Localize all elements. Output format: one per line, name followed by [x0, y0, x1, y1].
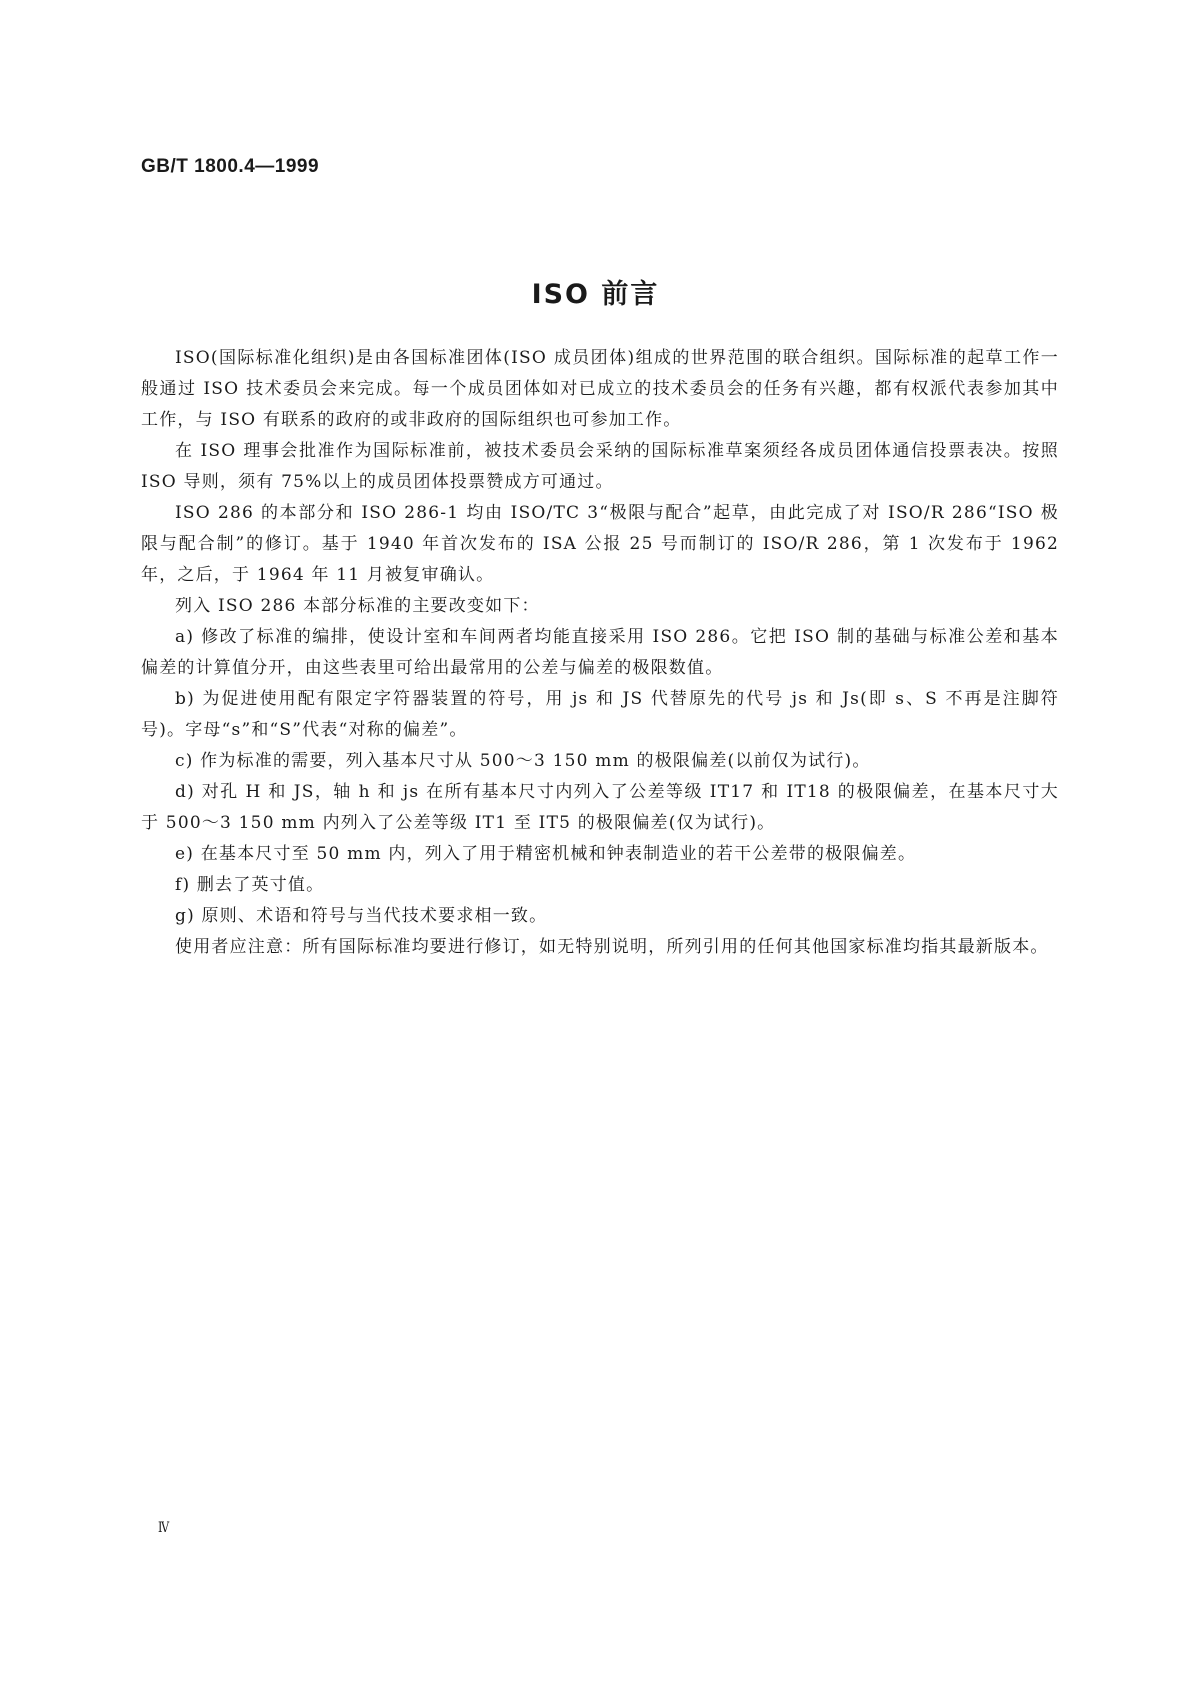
list-item-a: a) 修改了标准的编排，使设计室和车间两者均能直接采用 ISO 286。它把 ISO 制的基础与标准公差和基本偏差的计算值分开，由这些表里可给出最常用的公差与偏差的极限数值。	[141, 627, 1059, 678]
paragraph-changes-intro: 列入 ISO 286 本部分标准的主要改变如下：	[175, 596, 540, 616]
paragraph-iso-intro: ISO(国际标准化组织)是由各国标准团体(ISO 成员团体)组成的世界范围的联合组织。国际标准的起草工作一般通过 ISO 技术委员会来完成。每一个成员团体如对已成立的技术委员会的任务有兴趣，都有权派代表参加其中工作，与 ISO 有联系的政府的或非政府的国际组织也可参加工作。	[141, 348, 1059, 430]
paragraph-user-note: 使用者应注意：所有国际标准均要进行修订，如无特别说明，所列引用的任何其他国家标准均指其最新版本。	[175, 937, 1049, 957]
paragraph-approval: 在 ISO 理事会批准作为国际标准前，被技术委员会采纳的国际标准草案须经各成员团体通信投票表决。按照 ISO 导则，须有 75%以上的成员团体投票赞成方可通过。	[141, 441, 1059, 492]
paragraph-history: ISO 286 的本部分和 ISO 286-1 均由 ISO/TC 3“极限与配合”起草，由此完成了对 ISO/R 286“ISO 极限与配合制”的修订。基于 1940 年首次发布的 ISA 公报 25 号而制订的 ISO/R 286，第 1 次发布于 1962 年，之后，于 1964 年 11 月被复审确认。	[141, 503, 1059, 585]
standard-code: GB/T 1800.4—1999	[141, 156, 320, 177]
list-item-e: e) 在基本尺寸至 50 mm 内，列入了用于精密机械和钟表制造业的若干公差带的极限偏差。	[175, 844, 917, 864]
list-item-f: f) 删去了英寸值。	[175, 875, 325, 895]
list-item-c: c) 作为标准的需要，列入基本尺寸从 500～3 150 mm 的极限偏差(以前仅为试行)。	[175, 751, 871, 771]
page-title: ISO 前言	[531, 279, 660, 310]
list-item-d: d) 对孔 H 和 JS，轴 h 和 js 在所有基本尺寸内列入了公差等级 IT17 和 IT18 的极限偏差，在基本尺寸大于 500～3 150 mm 内列入了公差等级 IT1 至 IT5 的极限偏差(仅为试行)。	[141, 782, 1059, 833]
list-item-g: g) 原则、术语和符号与当代技术要求相一致。	[175, 906, 548, 926]
list-item-b: b) 为促进使用配有限定字符器装置的符号，用 js 和 JS 代替原先的代号 js 和 Js(即 s、S 不再是注脚符号)。字母“s”和“S”代表“对称的偏差”。	[141, 689, 1059, 740]
page-number: Ⅳ	[158, 1520, 170, 1536]
document-body	[141, 343, 1059, 963]
